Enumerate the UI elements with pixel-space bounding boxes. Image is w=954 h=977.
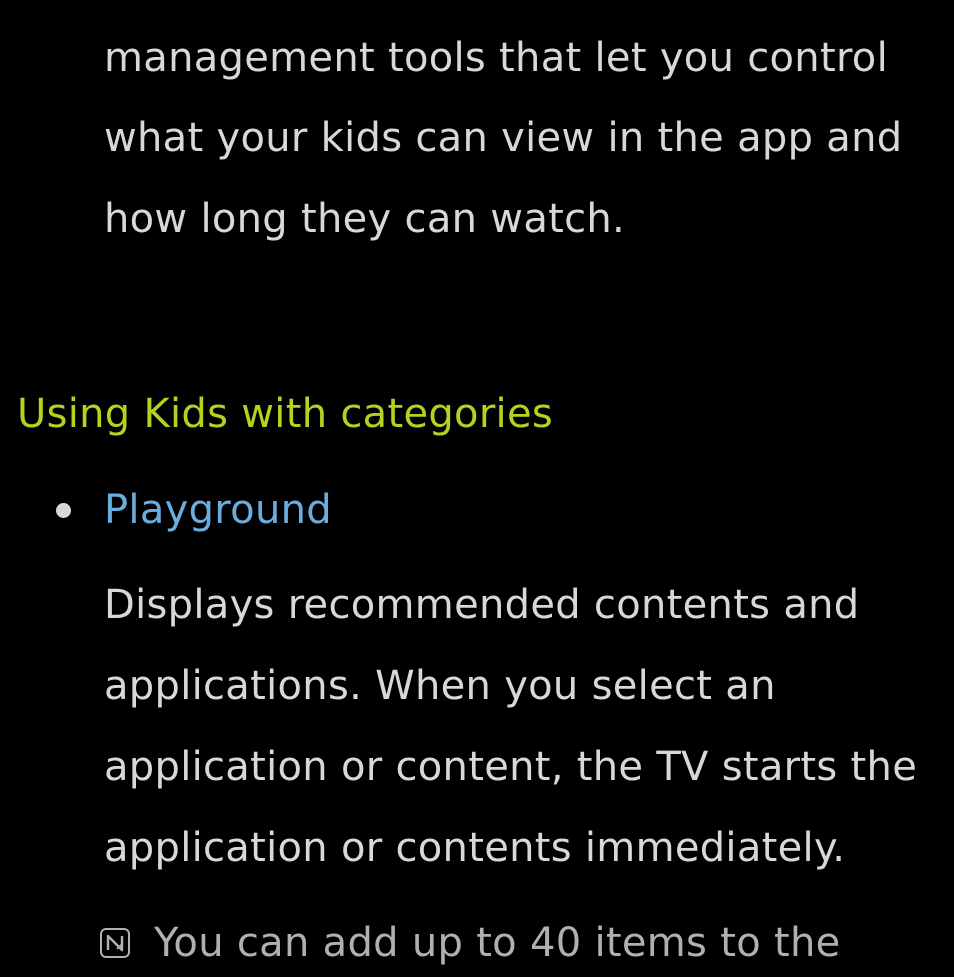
intro-line-1: management tools that let you control bbox=[104, 35, 888, 81]
category-item-label[interactable]: Playground bbox=[104, 487, 332, 533]
description-line-1: Displays recommended contents and bbox=[104, 582, 860, 628]
description-line-4: application or contents immediately. bbox=[104, 825, 846, 871]
note-icon bbox=[100, 928, 130, 958]
intro-line-3: how long they can watch. bbox=[104, 196, 626, 242]
note bbox=[100, 918, 841, 968]
bullet-icon bbox=[56, 503, 71, 518]
description-line-3: application or content, the TV starts the bbox=[104, 744, 918, 790]
intro-line-2: what your kids can view in the app and bbox=[104, 115, 903, 161]
section-heading: Using Kids with categories bbox=[17, 391, 554, 437]
category-item-playground[interactable] bbox=[56, 486, 332, 534]
description-line-2: applications. When you select an bbox=[104, 663, 776, 709]
note-text: You can add up to 40 items to the bbox=[154, 920, 841, 966]
